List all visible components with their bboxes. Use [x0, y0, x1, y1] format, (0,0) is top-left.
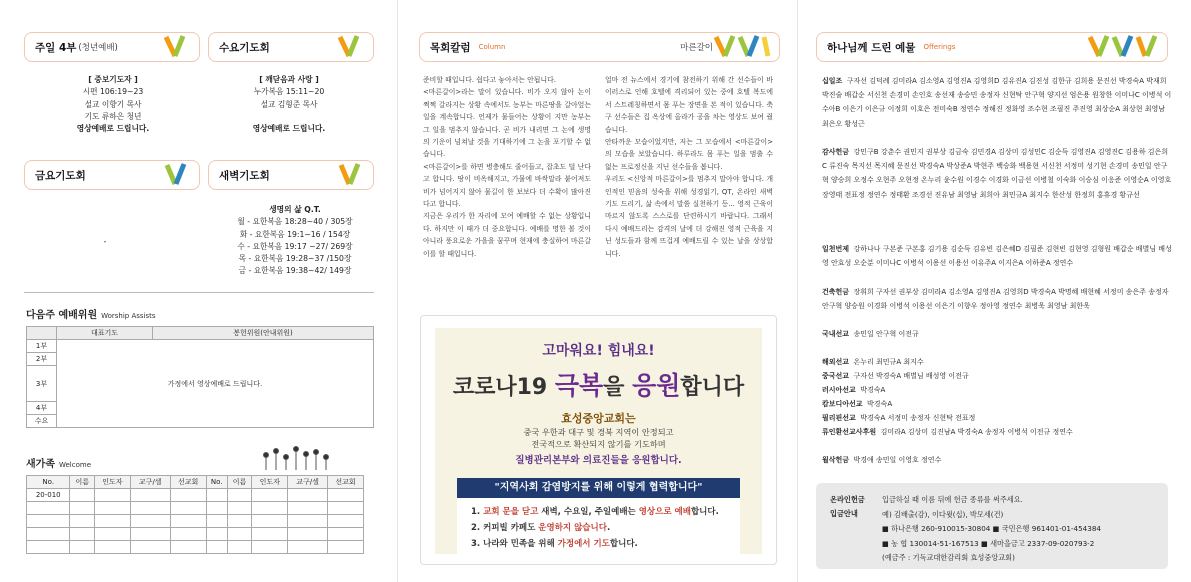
- giving-line: 예) 김배출(감), 이다윗(십), 박모세(건): [882, 509, 1004, 519]
- poster-inner: [435, 328, 762, 554]
- giving-line: ■ 하나은행 260-910015-30804 ■ 국민은행 961401-01-454384: [882, 524, 1101, 533]
- column-text-right: 얼마 전 뉴스에서 경기에 참전하기 위해 간 선수들이 바이러스로 인해 호텔에 격리되어 있는 중에 호텔 복도에서 스트레칭하면서 몸 푸는 장면을 본 적이 있습니다. 축구 선수들은 집 옥상에 올라가 공을 차는 영상도 보여 줬습니다. 안타까운 모습이었지만, 저는 그 모습에서 <마른갈이>의 모습을 보았습니다. 하루라도 몸 푸는 일을 멈출 수 없는 프로정신을 지닌 선수들을 봅니다. 우리도 <신앙적 마른갈이>를 멈추지 말아야 합니다. 개인적인 믿음의 성숙을 위해 성경읽기, QT, 온라인 새벽기도 드리기, 삶 속에서 말씀 실천하기 등... 영적 근육이 마르지 않도록 스스로를 단련하시기 바랍니다. 그래서 다시 예배드리는 감격의 날에 더 강해진 영적 근육을 지닌 성도들과 함께 뜨겁게 예배드릴 수 있는 날을 상상합니다.: [605, 76, 773, 258]
- left-column: [0, 0, 392, 582]
- offering-entry: 일천번제 강하나나 구본준 구본홍 김기용 김순득 김유빈 김은혜D 김필준 김현빈 김현영 김형원 배갑순 배별님 배성영 안효성 오순분 이미나C 이병석 이용선 이용선 이유주A 이지은A 이하준A 정연수: [822, 245, 1172, 268]
- poster-headline: 코로나19 극복을 응원합니다: [452, 371, 745, 400]
- newcomers-col-header: 교구/셀: [130, 476, 170, 489]
- worship-col-header: 봉헌위원(안내위원): [153, 327, 374, 340]
- logo-stripes-icon: [713, 34, 773, 60]
- wednesday-line: 누가복음 15:11~20: [253, 87, 325, 97]
- wednesday-header: [208, 32, 374, 62]
- dawn-line: 수 - 요한복음 19:17 ~27/ 269장: [237, 241, 353, 251]
- newcomers-col-header: 선교회: [170, 476, 206, 489]
- newcomers-table: [26, 475, 364, 554]
- friday-title: 금요기도회: [35, 169, 86, 182]
- flowers-icon: [260, 446, 332, 472]
- newcomers-col-header: 교구/셀: [288, 476, 328, 489]
- giving-label: 입금안내: [830, 509, 858, 518]
- sunday4-subtitle: (청년예배): [78, 43, 118, 53]
- newcomers-col-header: 이름: [227, 476, 251, 489]
- column-en: Column: [478, 43, 506, 51]
- sunday4-line: 시편 106:19~23: [82, 87, 144, 97]
- middle-column: [397, 0, 792, 582]
- giving-line: ■ 농 협 130014-51-167513 ■ 새마을금고 2337-09-020793-2: [882, 538, 1095, 548]
- friday-body: -: [103, 237, 107, 246]
- giving-lines: [882, 493, 1101, 566]
- sunday4-header: [24, 32, 200, 62]
- wednesday-line: [214, 111, 364, 123]
- logo-stripes-icon: [163, 34, 193, 60]
- offerings-title: 하나님께 드린 예물: [827, 41, 916, 54]
- offering-entry: 중국선교 구자선 박경숙A 배별님 배성영 이전규: [822, 372, 969, 380]
- logo-stripes-icon: [337, 162, 367, 188]
- poster-line1: 고마워요! 힘내요!: [542, 343, 655, 359]
- column-title: 목회칼럼: [430, 41, 471, 54]
- offering-entry: 캄보디아선교 박경숙A: [822, 400, 893, 408]
- newcomers-title: 새가족 Welcome: [26, 459, 92, 470]
- logo-stripes-icon: [163, 162, 193, 188]
- dawn-line: 금 - 요한복음 19:38~42/ 149장: [238, 266, 352, 276]
- poster-item: 1. 교회 문을 닫고 새벽, 수요일, 주일예배는 영상으로 예배합니다.: [471, 507, 719, 517]
- sunday4-line: 기도 류하은 청년: [84, 111, 142, 121]
- sunday4-line: 설교 이향기 목사: [84, 99, 142, 109]
- sunday4-line: 영상예배로 드립니다.: [76, 124, 150, 134]
- worship-row-label: 1부: [27, 340, 57, 353]
- dawn-qt-heading: 생명의 삶 Q.T.: [269, 205, 321, 214]
- dawn-body: [216, 204, 374, 278]
- poster-text: 중국 우한과 대구 및 경북 지역이 안정되고: [523, 427, 674, 437]
- column-header: [419, 32, 780, 62]
- worship-row-label: 2부: [27, 353, 57, 366]
- logo-stripes-icon: [1087, 34, 1161, 60]
- giving-line: 입금하실 때 이름 뒤에 헌금 종류를 써주세요.: [882, 495, 1023, 504]
- logo-stripes-icon: [337, 34, 367, 60]
- offering-entry: 십일조 구자선 김덕례 김미라A 김소영A 김영진A 김영희D 김유진A 김진성 김한규 김희용 문진선 박경숙A 박재희 박진술 배갑순 서신천 손경미 손인호 송선재 송승민 송정자 신현탁 안구혁 양지선 엄은용 원창한 이미나C 이병석 이수아B 이은기 이은규 이정희 이호은 전미숙B 정연수 정해진 정화영 조수현 조필진 주진영 최상순A 최상현 최영남 최은오 황성근: [822, 77, 1172, 128]
- wednesday-line: [ 깨닫음과 사랑 ]: [259, 75, 319, 84]
- wednesday-title: 수요기도회: [219, 41, 270, 54]
- poster-band: "지역사회 감염방지를 위해 이렇게 협력합니다": [457, 478, 740, 498]
- poster-text: 질병관리본부와 의료진들을 응원합니다.: [515, 455, 682, 466]
- dawn-line: 목 - 요한복음 19:28~37 /150장: [238, 254, 352, 264]
- sunday4-body: [40, 74, 186, 135]
- offering-entry: 감사헌금 강민구B 강춘수 권민지 권부상 김금숙 김민경A 김상미 김성민C 김순득 김영진A 김영진C 김용하 김은희C 류진숙 목지선 목지혜 문진선 박경숙A 박상준A 박현주 백승화 백용현 서신천 서정미 성기현 손경미 송민일 안구혁 양승희 오정수 오현주 오현정 온누리 윤수원 이경수 이경화 이금선 이병철 이숙화 이승심 이응준 이영순A 이영호 장영태 전표정 정연수 정태환 조경선 진유남 최영남 최희아 최민규A 최지수 한산성 한정희 홍휴경 황규선: [822, 148, 1172, 199]
- worship-note: 가정에서 영상예배로 드립니다.: [57, 340, 374, 428]
- dawn-line: 월 - 요한복음 18:28~40 / 305장: [237, 217, 353, 227]
- worship-row-label: 수요: [27, 415, 57, 428]
- offering-entry: 해외선교 온누리 최민규A 최지수: [822, 358, 924, 366]
- newcomers-col-header: No.: [27, 476, 70, 489]
- divider: [24, 292, 374, 293]
- right-column: [797, 0, 1191, 582]
- wednesday-line: 영상예배로 드립니다.: [252, 123, 326, 133]
- friday-header: [24, 160, 200, 190]
- offering-entry: 국내선교 송민일 안구혁 이전규: [822, 330, 919, 338]
- wednesday-line: 설교 김형준 목사: [260, 99, 318, 109]
- worship-row-label: 4부: [27, 402, 57, 415]
- newcomers-col-header: 선교회: [328, 476, 364, 489]
- poster-item: 3. 나라와 민족을 위해 가정에서 기도합니다.: [471, 539, 638, 549]
- offerings-header: [816, 32, 1168, 62]
- poster-list: [457, 498, 740, 554]
- column-topic: 마른갈이: [680, 43, 713, 53]
- dawn-line: 화 - 요한복음 19:1~16 / 154장: [239, 229, 351, 239]
- sunday4-title: 주일 4부: [35, 41, 77, 54]
- giving-info-box: [816, 483, 1168, 569]
- giving-line: (예금주 : 기독교대한감리회 효성중앙교회): [882, 553, 1015, 562]
- poster-text: 전국적으로 확산되지 않기를 기도하며: [531, 439, 666, 449]
- newcomer-no: 20-010: [27, 489, 70, 502]
- offering-entry: 건축헌금 장휘희 구자선 권부상 김미라A 김소영A 김영진A 김영희D 박경숙A 박명혜 배현혜 서정미 송은주 송정자 안구혁 양승원 이경화 이병석 이용선 이은기 이향우 정아영 정연수 최병욱 최영남 최한욱: [822, 288, 1169, 311]
- newcomers-col-header: 이름: [70, 476, 94, 489]
- dawn-title: 새벽기도회: [219, 169, 270, 182]
- worship-en: Worship Assists: [101, 312, 156, 320]
- newcomers-col-header: 인도자: [94, 476, 130, 489]
- dawn-header: [208, 160, 374, 190]
- offerings-en: Offerings: [923, 43, 956, 51]
- covid-poster: [420, 315, 777, 565]
- offering-entry: 월삭헌금 박경애 송민일 이영호 정연수: [822, 456, 942, 464]
- worship-row-label: 3부: [27, 366, 57, 402]
- poster-church: 효성중앙교회는: [561, 412, 636, 425]
- offering-entry: 류인환선교사후원 김미라A 김상미 김진남A 박경숙A 송정자 이병석 이전규 정연수: [822, 428, 1073, 436]
- worship-col-header: 대표기도: [57, 327, 153, 340]
- worship-title: 다음주 예배위원 Worship Assists: [26, 310, 156, 321]
- offering-entry: 러시아선교 박경숙A: [822, 386, 886, 394]
- newcomers-col-header: 인도자: [252, 476, 288, 489]
- worship-table: [26, 326, 374, 428]
- wednesday-body: [214, 74, 364, 135]
- newcomers-en: Welcome: [58, 461, 92, 469]
- offering-entry: 필리핀선교 박경숙A 서정미 송정자 신현탁 전표정: [822, 414, 976, 422]
- poster-item: 2. 커피빌 카페도 운영하지 않습니다.: [471, 523, 611, 533]
- newcomers-col-header: No.: [206, 476, 227, 489]
- column-text-left: 준비할 때입니다. 쉽다고 놓아서는 안됩니다. <마른갈이>라는 말이 있습니다. 비가 오지 않아 논이 쩍쩍 갈라지는 상황 속에서도 농부는 마른땅을 갈아엎는 일을 계속합니다. 언제가 물들어는 상황이 지만 농부는 그 일을 멈추지 않습니다. 곧 비가 내리면 그 논에 생명의 기운이 넘쳐날 것을 기대하기에 그 논을 포기할 수 없습니다. <마른갈이>를 하면 병충해도 줄어들고, 잡초도 덜 난다고 합니다. 땅이 비옥해지고, 가물에 바싹말라 붙어져도 비가 넘어지지 않아 물길이 한 보보다 더 수확이 많아진다고 합니다. 지금은 우리가 한 자리에 모여 예배할 수 없는 상황입니다. 하지만 이 때가 더 중요합니다. 예배를 명한 볼 것이 아니라 풍요로운 가을을 꿈꾸며 현재에 충실하여 마른갈이를 할 때입니다.: [423, 76, 591, 258]
- giving-label: 온라인헌금: [830, 495, 865, 504]
- sunday4-line: [ 중보기도자 ]: [88, 75, 138, 84]
